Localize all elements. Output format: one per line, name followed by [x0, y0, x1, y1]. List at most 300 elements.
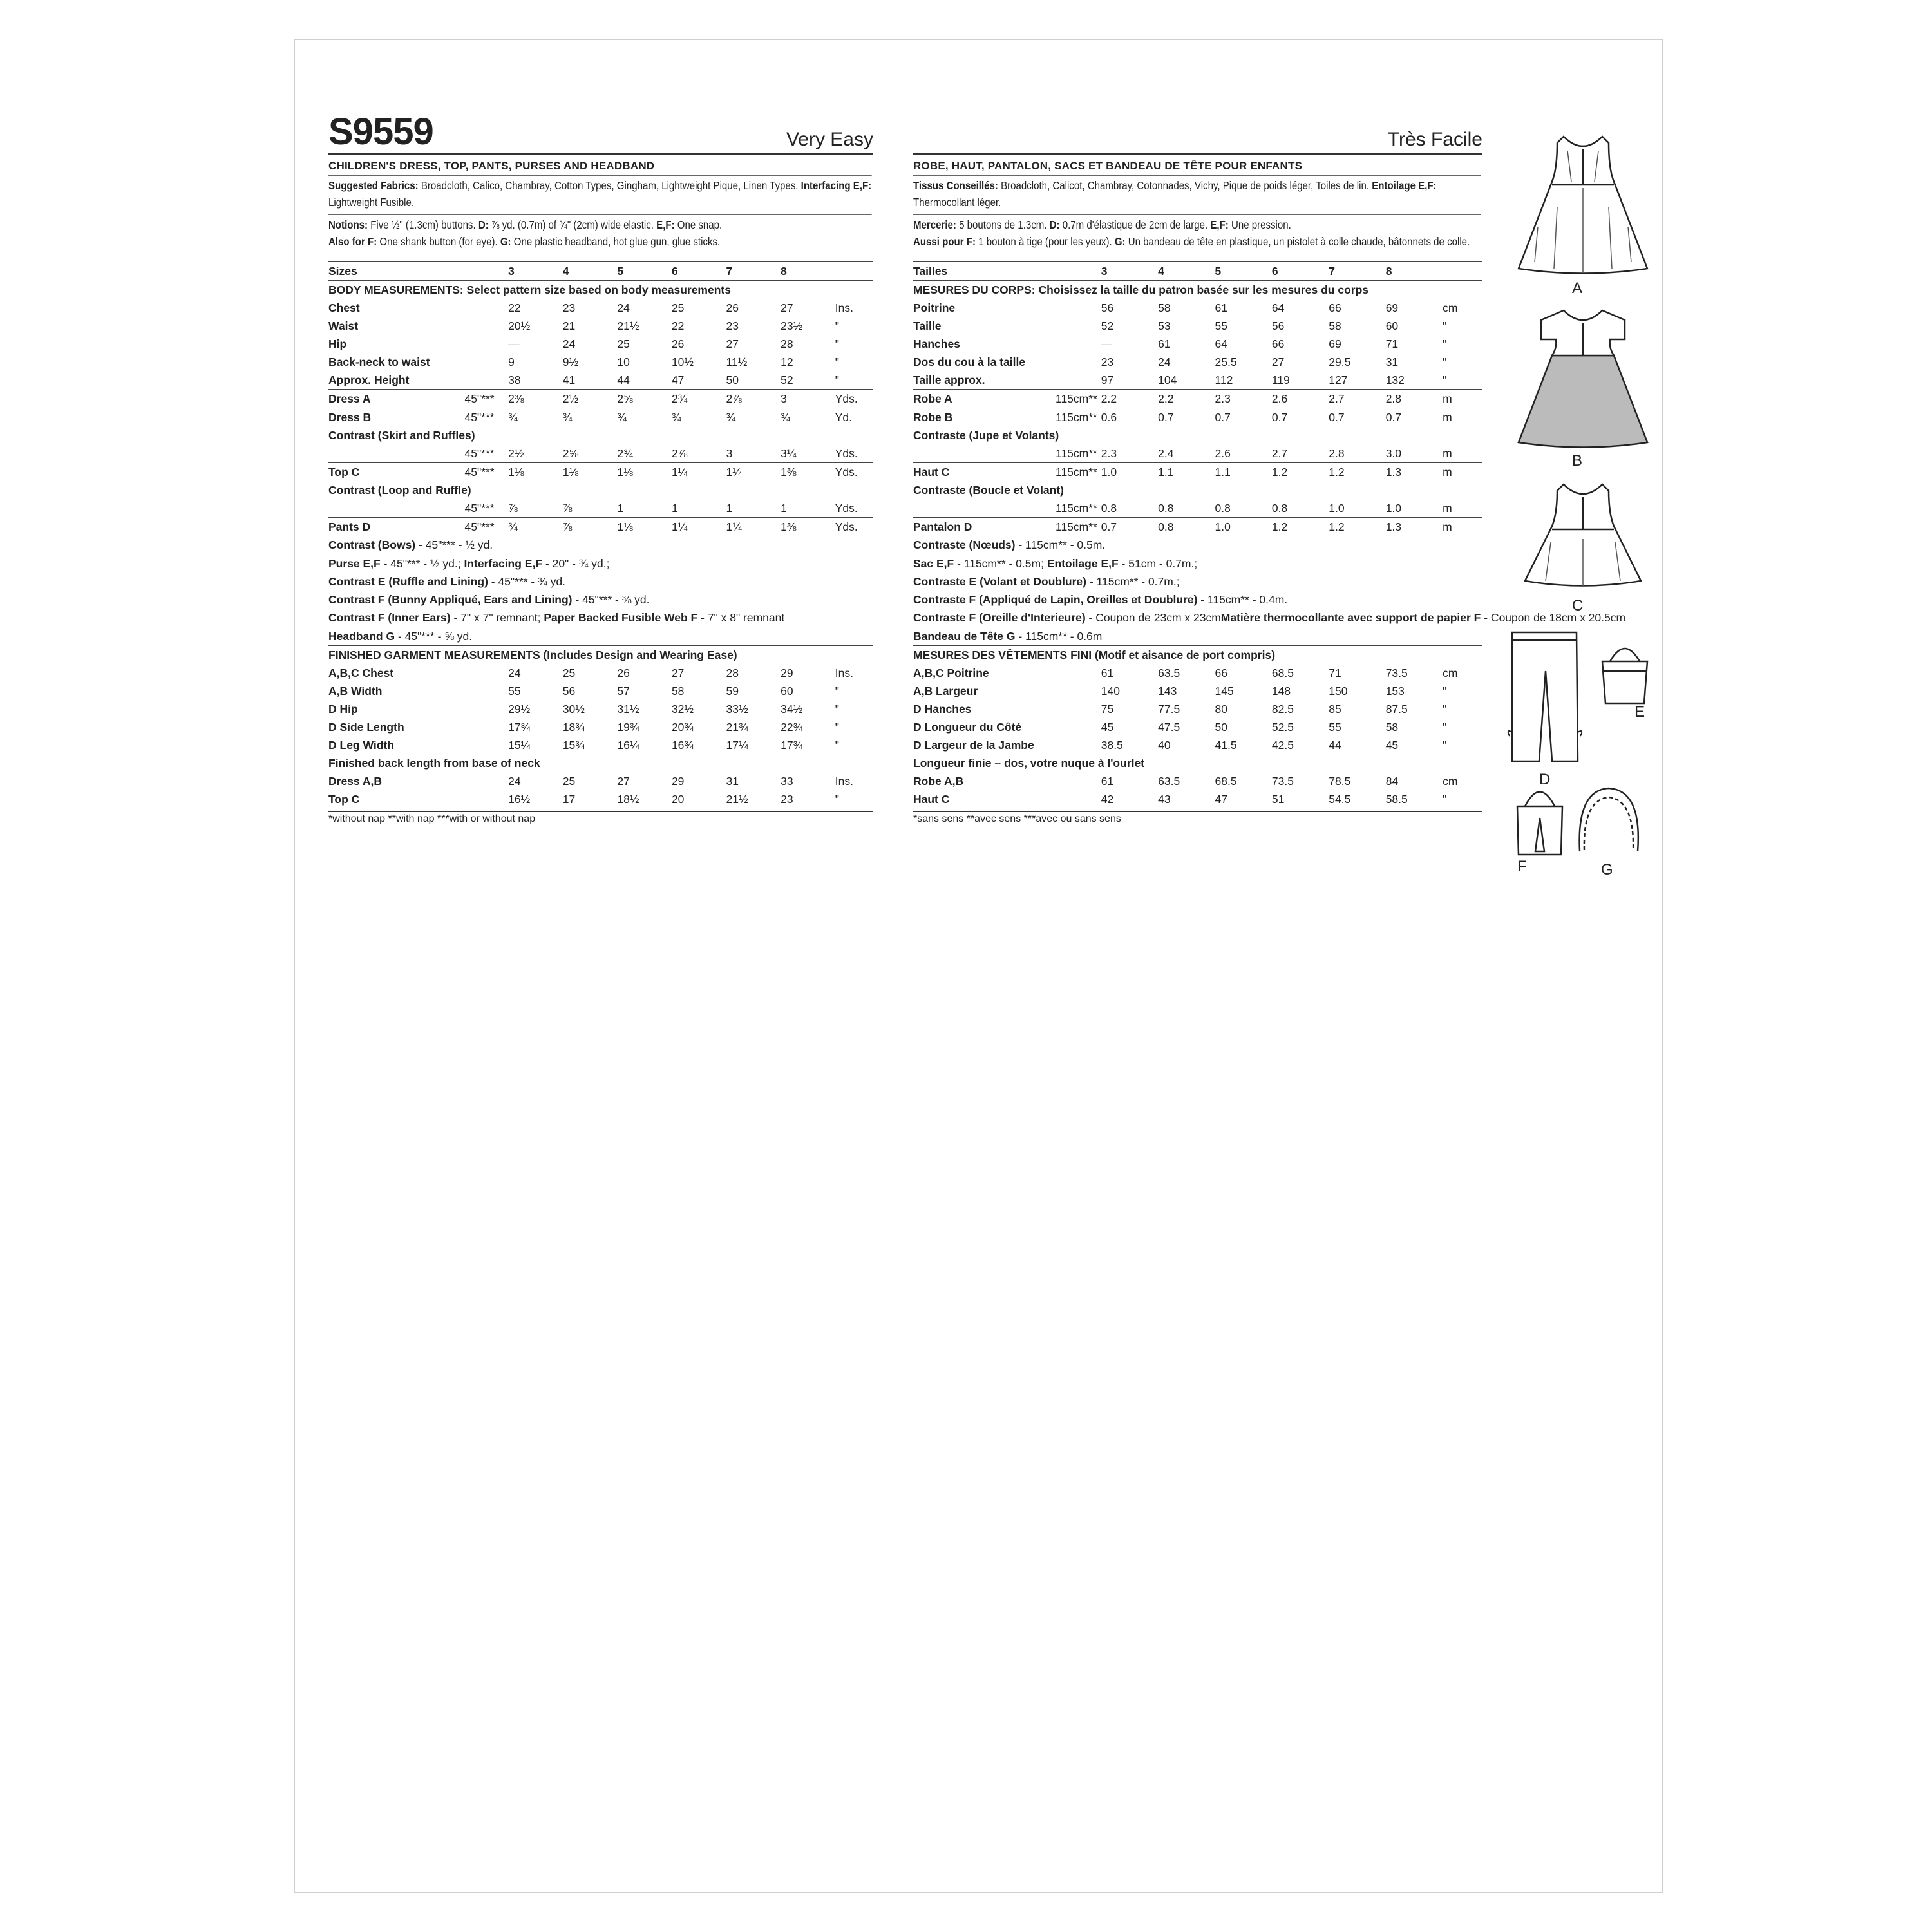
unit-cell: Ins.	[835, 301, 853, 314]
value-cell: 2½	[563, 390, 618, 408]
unit-cell: "	[835, 319, 839, 332]
value-cell: 61	[1101, 667, 1114, 679]
value-cell: 0.7	[1215, 408, 1272, 427]
row-label: A,B Width	[328, 685, 383, 697]
fabric-width: 115cm**	[1056, 463, 1101, 482]
value-cell: 61	[1215, 301, 1227, 314]
value-cell: 9½	[562, 355, 579, 368]
value-cell: 1¼	[672, 518, 726, 536]
table-row	[913, 499, 1482, 518]
contrast-label-row	[328, 426, 873, 444]
text-row	[913, 573, 1482, 591]
body-measurements-heading: BODY MEASUREMENTS: Select pattern size based on body measurements	[328, 281, 873, 299]
row-label: D Hip	[328, 703, 358, 715]
value-cell: 55	[508, 685, 521, 697]
fabric-width: 115cm**	[1056, 390, 1101, 408]
table-row	[328, 317, 873, 335]
fabric-width: 45"***	[464, 447, 495, 460]
row-label: Approx. Height	[328, 374, 410, 386]
value-cell: 18¾	[562, 721, 585, 734]
value-cell: 87.5	[1385, 703, 1408, 715]
value-cell: 51	[1271, 793, 1285, 806]
value-cell: 21	[562, 319, 576, 332]
sketch-headband-g	[1570, 781, 1647, 858]
text-cell: Contraste F (Appliqué de Lapin, Oreilles et Doublure) - 115cm** - 0.4m.	[913, 593, 1288, 606]
value-cell: 53	[1158, 319, 1171, 332]
value-cell: 54.5	[1329, 793, 1351, 806]
size-header: 8	[1386, 262, 1443, 281]
value-cell: 25	[562, 667, 576, 679]
value-cell: 1⅛	[563, 463, 618, 482]
unit-cell: "	[1443, 337, 1447, 350]
value-cell: 58	[1385, 721, 1399, 734]
value-cell: 30½	[562, 703, 585, 715]
row-label: Taille approx.	[913, 374, 985, 386]
unit-cell: Yd.	[835, 408, 873, 427]
table-row	[913, 772, 1482, 790]
table-row	[913, 371, 1482, 390]
unit-cell: cm	[1443, 301, 1458, 314]
value-cell: 71	[1329, 667, 1341, 679]
value-cell: 12	[781, 355, 793, 368]
table-row	[328, 499, 873, 518]
value-cell: 15¼	[508, 739, 531, 752]
value-cell: 3.0	[1385, 447, 1402, 460]
header-fr	[913, 117, 1482, 155]
row-label: Haut C	[913, 793, 950, 806]
value-cell: ¾	[508, 518, 563, 536]
value-cell: 25	[671, 301, 685, 314]
sketch-dress-b	[1512, 304, 1654, 452]
value-cell: 1⅜	[781, 463, 835, 482]
row-label: D Longueur du Côté	[913, 721, 1022, 734]
value-cell: 56	[1271, 319, 1285, 332]
value-cell: 52	[1101, 319, 1114, 332]
value-cell: 1.3	[1386, 463, 1443, 482]
value-cell: 18½	[617, 793, 639, 806]
fabrics-fr: Tissus Conseillés: Broadcloth, Calicot, Chambray, Cotonnades, Vichy, Pique de poids léger, Toiles de lin. Entoilage E,F: Thermocollant léger.	[913, 175, 1481, 214]
value-cell: ⅞	[562, 502, 573, 515]
sketch-label-b: B	[1572, 452, 1583, 469]
row-label: Top C	[328, 463, 465, 482]
row-label: Top C	[328, 793, 360, 806]
value-cell: 1.2	[1272, 518, 1329, 536]
value-cell: 0.7	[1158, 408, 1215, 427]
value-cell: 97	[1101, 374, 1114, 386]
value-cell: 1.0	[1385, 502, 1402, 515]
value-cell: 55	[1215, 319, 1227, 332]
value-cell: 28	[781, 337, 793, 350]
sketch-dress-a	[1512, 130, 1654, 278]
difficulty-fr: Très Facile	[1387, 129, 1482, 150]
value-cell: 52	[781, 374, 793, 386]
value-cell: 44	[617, 374, 630, 386]
table-row	[328, 790, 873, 808]
value-cell: 1¼	[726, 518, 781, 536]
value-cell: 145	[1215, 685, 1234, 697]
value-cell: 1¼	[726, 463, 781, 482]
table-row	[913, 700, 1482, 718]
empty-cell	[1443, 262, 1482, 281]
unit-cell: "	[1443, 319, 1447, 332]
row-label: Hip	[328, 337, 347, 350]
value-cell: 21½	[617, 319, 639, 332]
value-cell: 2¾	[617, 447, 633, 460]
value-cell: 32½	[671, 703, 694, 715]
text-row	[328, 591, 873, 609]
value-cell: 47	[1215, 793, 1227, 806]
value-cell: 47.5	[1158, 721, 1180, 734]
row-label: Robe A	[913, 390, 1056, 408]
fabric-width: 45"***	[465, 518, 509, 536]
text-row	[913, 627, 1482, 646]
table-row	[328, 463, 873, 482]
back-length-heading: Finished back length from base of neck	[328, 757, 540, 770]
fabric-width: 45"***	[465, 408, 509, 427]
value-cell: 78.5	[1329, 775, 1351, 788]
table-row	[328, 664, 873, 682]
unit-cell: "	[835, 337, 839, 350]
value-cell: 17¾	[781, 739, 803, 752]
value-cell: 40	[1158, 739, 1171, 752]
value-cell: 43	[1158, 793, 1171, 806]
text-cell: Contrast (Bows) - 45"*** - ½ yd.	[328, 538, 493, 551]
value-cell: 9	[508, 355, 515, 368]
unit-cell: Ins.	[835, 667, 853, 679]
row-label: D Largeur de la Jambe	[913, 739, 1034, 752]
value-cell: 82.5	[1271, 703, 1294, 715]
value-cell: 0.8	[1271, 502, 1288, 515]
value-cell: 63.5	[1158, 775, 1180, 788]
value-cell: 38.5	[1101, 739, 1123, 752]
footnote-fr: *sans sens **avec sens ***avec ou sans sens	[913, 811, 1482, 825]
unit-cell: Ins.	[835, 775, 853, 788]
measurements-table-en	[328, 261, 873, 808]
value-cell: 52.5	[1271, 721, 1294, 734]
value-cell: 1	[726, 502, 733, 515]
value-cell: ¾	[672, 408, 726, 427]
value-cell: 27	[671, 667, 685, 679]
row-label: Robe B	[913, 408, 1056, 427]
row-label: D Hanches	[913, 703, 972, 715]
english-column	[328, 111, 873, 825]
value-cell: 29	[671, 775, 685, 788]
value-cell: ¾	[617, 408, 672, 427]
value-cell: 112	[1215, 374, 1233, 386]
contrast-loop-label: Contrast (Loop and Ruffle)	[328, 484, 471, 497]
fabrics-en: Suggested Fabrics: Broadcloth, Calico, Chambray, Cotton Types, Gingham, Lightweight Pique, Linen Types. Interfacing E,F: Lightweight Fusible.	[328, 175, 872, 214]
row-label	[328, 499, 465, 518]
value-cell: 2.4	[1158, 447, 1174, 460]
unit-cell: m	[1443, 463, 1482, 482]
table-row	[328, 700, 873, 718]
sketch-label-e: E	[1634, 703, 1645, 721]
sizes-label: Sizes	[328, 262, 508, 281]
value-cell: 77.5	[1158, 703, 1180, 715]
row-label: Dress A	[328, 390, 465, 408]
value-cell: —	[1101, 337, 1113, 350]
value-cell: 50	[726, 374, 739, 386]
value-cell: ⅞	[508, 502, 518, 515]
value-cell: 2⅝	[617, 390, 672, 408]
value-cell: 1	[617, 502, 624, 515]
size-header: 6	[1272, 262, 1329, 281]
sketch-label-g: G	[1601, 861, 1613, 878]
value-cell: 61	[1158, 337, 1171, 350]
table-row	[328, 736, 873, 754]
value-cell: 119	[1271, 374, 1290, 386]
value-cell: 45	[1101, 721, 1114, 734]
value-cell: 73.5	[1385, 667, 1408, 679]
text-row	[328, 536, 873, 554]
value-cell: 2⅞	[726, 390, 781, 408]
value-cell: 22	[508, 301, 521, 314]
text-cell: Contrast F (Inner Ears) - 7" x 7" remnant; Paper Backed Fusible Web F - 7" x 8" remnant	[328, 611, 785, 624]
notions-en: Notions: Five ½" (1.3cm) buttons. D: ⅞ yd. (0.7m) of ¾" (2cm) wide elastic. E,F: One snap. Also for F: One shank button (for eye). G: One plastic headband, hot glue gun, glue sticks.	[328, 214, 872, 254]
value-cell: 0.7	[1386, 408, 1443, 427]
value-cell: 15¾	[562, 739, 585, 752]
unit-cell: "	[835, 355, 839, 368]
value-cell: 56	[1101, 301, 1114, 314]
value-cell: 1⅛	[617, 518, 672, 536]
table-row	[328, 353, 873, 371]
value-cell: 2⅜	[508, 390, 563, 408]
value-cell: 28	[726, 667, 739, 679]
table-row	[328, 299, 873, 317]
value-cell: 23	[726, 319, 739, 332]
sizes-row	[913, 262, 1482, 281]
value-cell: 24	[1158, 355, 1171, 368]
value-cell: 1.0	[1101, 463, 1158, 482]
value-cell: ⅞	[563, 518, 618, 536]
value-cell: 21¾	[726, 721, 748, 734]
value-cell: 2.8	[1386, 390, 1443, 408]
value-cell: 0.7	[1101, 518, 1158, 536]
table-row	[328, 682, 873, 700]
value-cell: 2¾	[672, 390, 726, 408]
fabric-width: 115cm**	[1056, 408, 1101, 427]
value-cell: 16¼	[617, 739, 639, 752]
unit-cell: "	[835, 685, 839, 697]
table-row	[913, 444, 1482, 463]
notions-fr: Mercerie: 5 boutons de 1.3cm. D: 0.7m d'élastique de 2cm de large. E,F: Une pression. Aussi pour F: 1 bouton à tige (pour les yeux). G: Un bandeau de tête en plastique, un pistolet à colle chaude, bâtonnets de colle.	[913, 214, 1481, 254]
size-header: 5	[617, 262, 672, 281]
value-cell: 2.3	[1101, 447, 1117, 460]
value-cell: 84	[1385, 775, 1399, 788]
unit-cell: "	[835, 374, 839, 386]
value-cell: 68.5	[1271, 667, 1294, 679]
value-cell: 3	[726, 447, 733, 460]
table-row	[913, 736, 1482, 754]
value-cell: 2.2	[1158, 390, 1215, 408]
text-cell: Headband G - 45"*** - ⅝ yd.	[328, 627, 873, 646]
table-row	[328, 772, 873, 790]
value-cell: 0.8	[1158, 502, 1174, 515]
section-heading	[913, 646, 1482, 665]
value-cell: 27	[781, 301, 793, 314]
pattern-envelope-sheet	[294, 39, 1663, 1893]
text-row	[913, 591, 1482, 609]
row-label: D Side Length	[328, 721, 404, 734]
row-label: Dress B	[328, 408, 465, 427]
value-cell: 24	[617, 301, 630, 314]
value-cell: 60	[1385, 319, 1399, 332]
value-cell: 41.5	[1215, 739, 1237, 752]
value-cell: 24	[508, 775, 521, 788]
value-cell: 24	[508, 667, 521, 679]
value-cell: 33½	[726, 703, 748, 715]
fabric-width: 115cm**	[1056, 518, 1101, 536]
unit-cell: cm	[1443, 667, 1458, 679]
value-cell: 56	[562, 685, 576, 697]
sketch-top-c	[1512, 478, 1654, 594]
value-cell: 22	[671, 319, 685, 332]
unit-cell: Yds.	[835, 463, 873, 482]
text-row	[913, 554, 1482, 573]
value-cell: 63.5	[1158, 667, 1180, 679]
measurements-table-fr	[913, 261, 1626, 808]
contrast-skirt-label: Contraste (Jupe et Volants)	[913, 429, 1059, 442]
table-row	[328, 718, 873, 736]
value-cell: 75	[1101, 703, 1114, 715]
table-row	[913, 682, 1482, 700]
value-cell: 17	[562, 793, 576, 806]
value-cell: 27	[1271, 355, 1285, 368]
value-cell: 3	[781, 390, 835, 408]
value-cell: 2.8	[1329, 447, 1345, 460]
unit-cell: Yds.	[835, 502, 858, 515]
row-label: Waist	[328, 319, 359, 332]
value-cell: 85	[1329, 703, 1341, 715]
size-header: 4	[563, 262, 618, 281]
unit-cell: "	[835, 721, 839, 734]
text-row	[913, 609, 1482, 627]
table-row	[913, 390, 1482, 408]
value-cell: 2.7	[1329, 390, 1385, 408]
sketch-label-a: A	[1572, 279, 1583, 297]
value-cell: 20	[671, 793, 685, 806]
row-label: A,B,C Chest	[328, 667, 394, 679]
value-cell: 31	[1385, 355, 1399, 368]
value-cell: 23	[781, 793, 793, 806]
value-cell: 17¼	[726, 739, 748, 752]
value-cell: 33	[781, 775, 793, 788]
contrast-loop-label: Contraste (Boucle et Volant)	[913, 484, 1065, 497]
size-header: 3	[508, 262, 563, 281]
size-header: 4	[1158, 262, 1215, 281]
table-row	[913, 317, 1482, 335]
value-cell: ¾	[563, 408, 618, 427]
row-label: A,B Largeur	[913, 685, 978, 697]
value-cell: 60	[781, 685, 793, 697]
value-cell: 1.0	[1329, 502, 1345, 515]
value-cell: 11½	[726, 355, 748, 368]
value-cell: 58	[1158, 301, 1171, 314]
row-label: Dos du cou à la taille	[913, 355, 1026, 368]
value-cell: 153	[1385, 685, 1405, 697]
row-label	[328, 444, 465, 463]
sizes-label: Tailles	[913, 262, 1101, 281]
value-cell: 29	[781, 667, 793, 679]
value-cell: 55	[1329, 721, 1341, 734]
value-cell: 0.6	[1101, 408, 1158, 427]
value-cell: 71	[1385, 337, 1399, 350]
value-cell: 69	[1385, 301, 1399, 314]
value-cell: 68.5	[1215, 775, 1237, 788]
unit-cell: m	[1443, 408, 1482, 427]
section-heading	[328, 281, 873, 299]
value-cell: 2.3	[1215, 390, 1272, 408]
value-cell: 26	[617, 667, 630, 679]
value-cell: 16¾	[671, 739, 694, 752]
value-cell: 66	[1329, 301, 1341, 314]
table-row	[913, 353, 1482, 371]
row-label: Pantalon D	[913, 518, 1056, 536]
garment-sketches	[1506, 130, 1660, 903]
value-cell: 1.3	[1386, 518, 1443, 536]
row-label: Dress A,B	[328, 775, 382, 788]
value-cell: 66	[1271, 337, 1285, 350]
value-cell: 148	[1271, 685, 1291, 697]
value-cell: 1.1	[1158, 463, 1215, 482]
pattern-number: S9559	[328, 111, 433, 153]
unit-cell: "	[1443, 374, 1447, 386]
table-row	[328, 408, 873, 427]
fabric-width: 115cm**	[1056, 447, 1097, 460]
table-row	[328, 518, 873, 536]
row-label: A,B,C Poitrine	[913, 667, 989, 679]
text-cell: Bandeau de Tête G - 115cm** - 0.6m	[913, 627, 1482, 646]
body-measurements-heading: MESURES DU CORPS: Choisissez la taille du patron basée sur les mesures du corps	[913, 281, 1482, 299]
table-row	[328, 371, 873, 390]
value-cell: 1¼	[672, 463, 726, 482]
finished-measurements-heading: FINISHED GARMENT MEASUREMENTS (Includes Design and Wearing Ease)	[328, 646, 873, 665]
unit-cell: "	[835, 703, 839, 715]
value-cell: 29½	[508, 703, 531, 715]
value-cell: 23½	[781, 319, 803, 332]
value-cell: 26	[671, 337, 685, 350]
value-cell: 26	[726, 301, 739, 314]
sketch-pants-d	[1506, 626, 1583, 768]
value-cell: 29.5	[1329, 355, 1351, 368]
row-label: Poitrine	[913, 301, 956, 314]
fabric-width: 115cm**	[1056, 502, 1097, 515]
unit-cell: Yds.	[835, 390, 873, 408]
text-row	[328, 554, 873, 573]
unit-cell: "	[835, 793, 839, 806]
value-cell: 25	[617, 337, 630, 350]
text-cell: Purse E,F - 45"*** - ½ yd.; Interfacing E,F - 20" - ¾ yd.;	[328, 554, 873, 573]
unit-cell: Yds.	[835, 518, 873, 536]
value-cell: 104	[1158, 374, 1177, 386]
value-cell: 2.2	[1101, 390, 1158, 408]
value-cell: 58	[1329, 319, 1341, 332]
value-cell: 73.5	[1271, 775, 1294, 788]
value-cell: 1⅛	[508, 463, 563, 482]
section-heading	[913, 281, 1482, 299]
unit-cell: "	[1443, 355, 1447, 368]
value-cell: ¾	[726, 408, 781, 427]
value-cell: 27	[726, 337, 739, 350]
text-row	[328, 627, 873, 646]
sketch-purse-f	[1511, 781, 1569, 858]
value-cell: 64	[1215, 337, 1227, 350]
value-cell: 44	[1329, 739, 1341, 752]
table-row	[913, 664, 1482, 682]
empty-cell	[835, 262, 873, 281]
value-cell: 2⅞	[671, 447, 688, 460]
size-header: 3	[1101, 262, 1158, 281]
